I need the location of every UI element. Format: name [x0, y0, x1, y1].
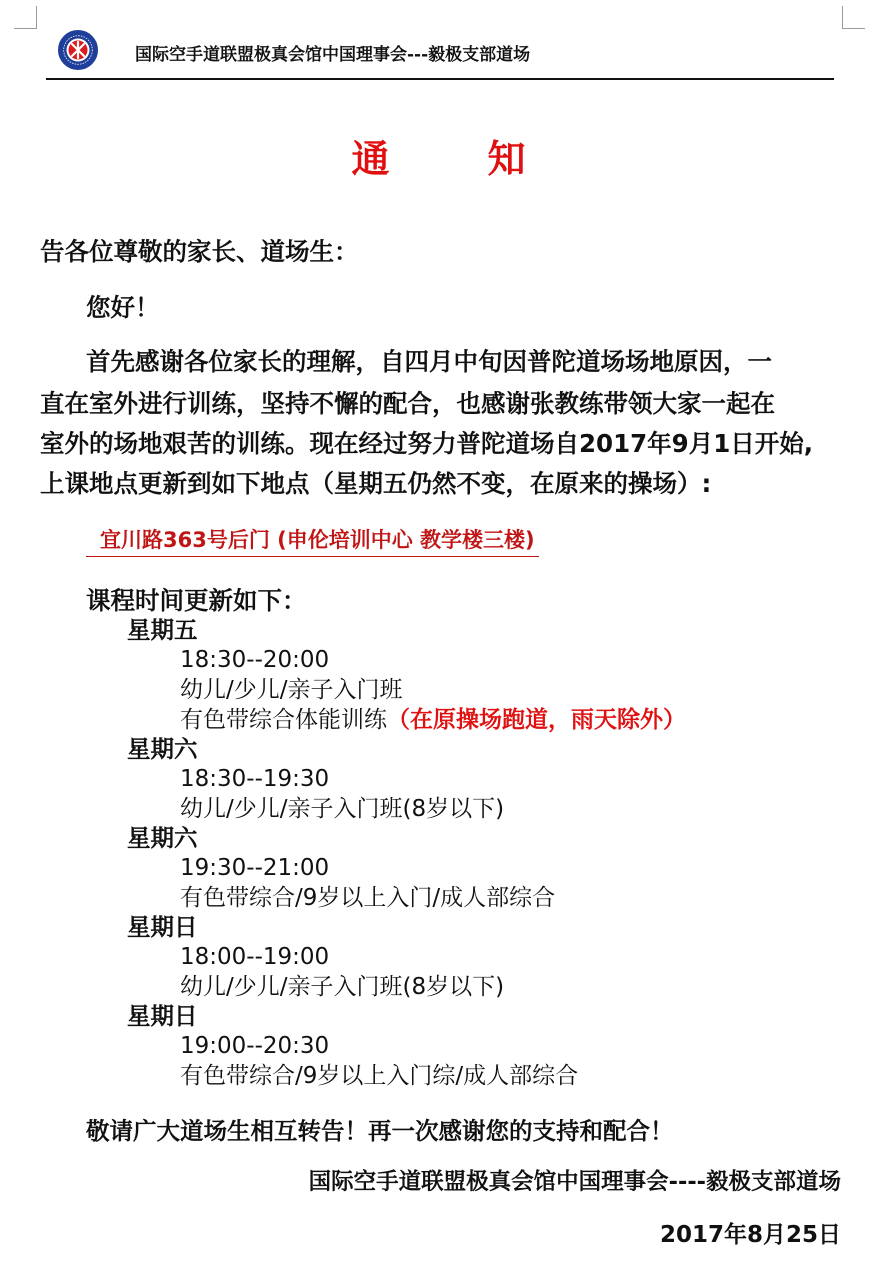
dojo-emblem-icon: [58, 30, 98, 70]
greeting: 您好！: [86, 293, 160, 322]
paragraph-line-2: 直在室外进行训练，坚持不懈的配合，也感谢张教练带领大家一起在: [40, 389, 775, 418]
schedule-day: 星期日: [127, 913, 198, 941]
schedule-day: 星期六: [127, 735, 198, 763]
letterhead: [58, 26, 838, 76]
schedule-time: 18:00--19:00: [180, 944, 330, 970]
schedule-time: 18:30--20:00: [180, 647, 330, 673]
closing-message: 敬请广大道场生相互转告！再一次感谢您的支持和配合！: [86, 1117, 674, 1145]
schedule-class: 幼儿/少儿/亲子入门班(8岁以下): [180, 796, 505, 822]
schedule-day: 星期日: [127, 1002, 198, 1030]
schedule-class-with-note: [180, 705, 686, 735]
new-address: 宜川路363号后门 (申伦培训中心 教学楼三楼): [86, 524, 539, 557]
paragraph-line-1: 首先感谢各位家长的理解，自四月中旬因普陀道场场地原因，一: [86, 347, 772, 376]
header-divider: [46, 78, 834, 80]
notice-title: [0, 128, 879, 183]
schedule-class: 有色带综合体能训练: [180, 707, 387, 733]
title-char-2: 知: [487, 137, 528, 181]
schedule-time: 19:30--21:00: [180, 855, 330, 881]
schedule-class: 有色带综合/9岁以上入门综/成人部综合: [180, 1063, 579, 1089]
header-org-name: 国际空手道联盟极真会馆中国理事会---毅极支部道场: [135, 45, 531, 65]
schedule-class: 幼儿/少儿/亲子入门班(8岁以下): [180, 974, 505, 1000]
schedule-time: 19:00--20:30: [180, 1033, 330, 1059]
paragraph-line-4: 上课地点更新到如下地点（星期五仍然不变，在原来的操场）:: [40, 469, 712, 498]
title-char-1: 通: [351, 137, 392, 181]
schedule-day: 星期六: [127, 824, 198, 852]
schedule-time: 18:30--19:30: [180, 766, 330, 792]
corner-mark-top-right: [842, 6, 865, 29]
signature: 国际空手道联盟极真会馆中国理事会----毅极支部道场: [308, 1169, 841, 1195]
schedule-class: 有色带综合/9岁以上入门/成人部综合: [180, 885, 556, 911]
corner-mark-top-left: [14, 6, 37, 29]
schedule-class: 幼儿/少儿/亲子入门班: [180, 677, 403, 703]
paragraph-line-3: 室外的场地艰苦的训练。现在经过努力普陀道场自2017年9月1日开始,: [40, 429, 814, 458]
salutation: 告各位尊敬的家长、道场生：: [40, 237, 359, 266]
schedule-day: 星期五: [127, 616, 198, 644]
schedule-heading: 课程时间更新如下：: [86, 586, 307, 615]
schedule-note: （在原操场跑道，雨天除外）: [387, 707, 686, 733]
notice-date: 2017年8月25日: [659, 1222, 841, 1248]
